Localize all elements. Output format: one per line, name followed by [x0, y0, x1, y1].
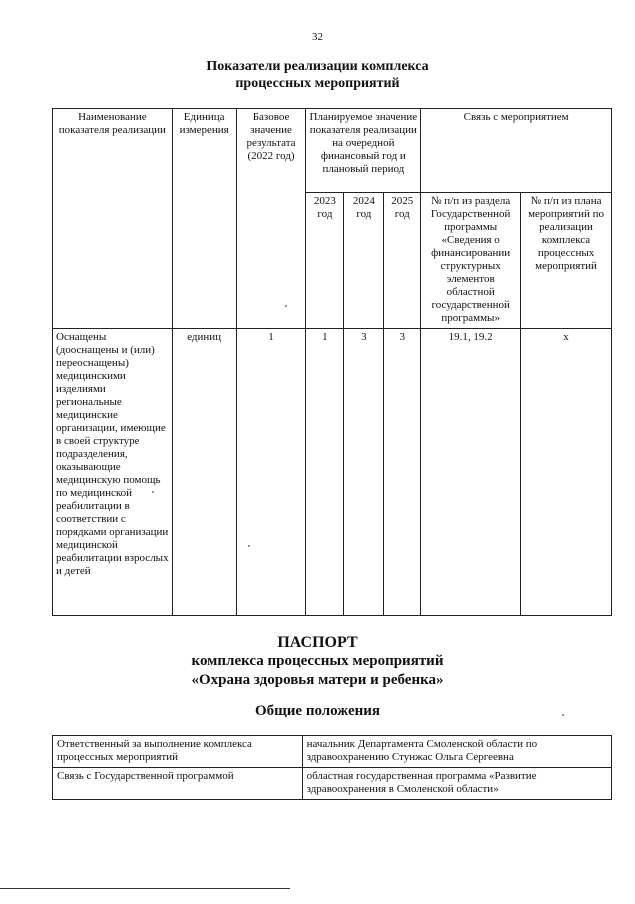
header-unit: Единица измерения: [172, 109, 236, 329]
header-base-value: Базовое значение результата (2022 год): [236, 109, 306, 329]
header-link-plan: № п/п из плана мероприятий по реализации комплекса процессных мероприятий: [521, 193, 612, 329]
cell-2023: 1: [306, 329, 344, 616]
indicators-title: [0, 58, 635, 92]
header-planned-value: Планируемое значение показателя реализации на очередной финансовый год и плановый период: [306, 109, 421, 193]
cell-link-program: 19.1, 19.2: [421, 329, 521, 616]
header-link: Связь с мероприятием: [421, 109, 612, 193]
scan-speck: [152, 491, 154, 493]
cell-2024: 3: [344, 329, 384, 616]
cell-program-link-value: областная государственная программа «Развитие здравоохранения в Смоленской области»: [302, 768, 611, 800]
general-provisions-heading: Общие положения: [254, 703, 381, 719]
header-link-program: № п/п из раздела Государственной программы «Сведения о финансировании структурных элементов областной государственной программы»: [421, 193, 521, 329]
general-provisions-table: [52, 735, 612, 800]
cell-indicator-name: Оснащены (дооснащены и (или) переоснащены) медицинскими изделиями региональные медицинские организации, имеющие в своей структуре подразделения, оказывающие медицинскую помощь по медицинской реабилитации в соответствии с порядками организации медицинской реабилитации взрослых и детей: [53, 329, 173, 616]
cell-link-plan: х: [521, 329, 612, 616]
scan-speck: [285, 305, 287, 307]
indicators-title-line1: Показатели реализации комплекса: [206, 59, 429, 74]
passport-line2: «Охрана здоровья матери и ребенка»: [191, 672, 444, 688]
passport-heading: ПАСПОРТ: [277, 634, 358, 651]
cell-unit: единиц: [172, 329, 236, 616]
passport-line1: комплекса процессных мероприятий: [191, 653, 444, 669]
scan-speck: [248, 545, 250, 547]
table-row: [53, 736, 612, 768]
header-year-2023: 2023 год: [306, 193, 344, 329]
table-row: [53, 768, 612, 800]
scan-speck: [562, 714, 564, 716]
passport-heading-block: [0, 633, 635, 690]
page-number: 32: [312, 31, 323, 43]
indicators-title-line2: процессных мероприятий: [235, 76, 400, 91]
cell-responsible-label: Ответственный за выполнение комплекса процессных мероприятий: [53, 736, 303, 768]
cell-program-link-label: Связь с Государственной программой: [53, 768, 303, 800]
footnote-divider: [0, 888, 290, 889]
cell-base-value: 1: [236, 329, 306, 616]
table-row: [53, 329, 612, 616]
header-year-2024: 2024 год: [344, 193, 384, 329]
cell-2025: 3: [384, 329, 421, 616]
indicators-table: [52, 108, 612, 616]
cell-responsible-value: начальник Департамента Смоленской области по здравоохранению Стунжас Ольга Сергеевна: [302, 736, 611, 768]
header-year-2025: 2025 год: [384, 193, 421, 329]
header-indicator-name: Наименование показателя реализации: [53, 109, 173, 329]
